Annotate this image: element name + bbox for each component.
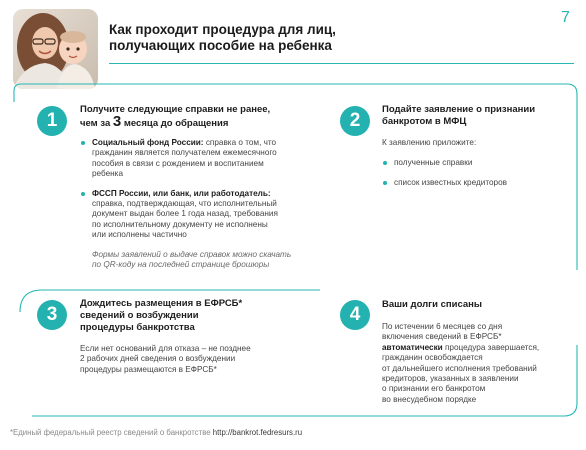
step-2-block — [382, 104, 572, 188]
step-1-item-2-text-2: документ выдан более 1 года назад, требования — [92, 209, 278, 219]
footnote-url[interactable]: http://bankrot.fedresurs.ru — [212, 428, 303, 437]
step-1-item-1-text-1: справка о том, что — [203, 138, 277, 147]
step-1-item-1-text-3: пособия в связи с рождением и воспитанием — [92, 158, 264, 168]
step-1-heading-line-2 — [80, 113, 318, 130]
footnote — [10, 428, 302, 437]
step-1-heading-number: 3 — [112, 113, 122, 130]
step-2-heading — [382, 104, 572, 128]
step-4-text-line-2: включения сведений в ЕФРСБ* — [382, 332, 502, 342]
step-4-text-line-6: кредиторов, указанных в заявлении — [382, 374, 519, 384]
step-1-heading — [80, 104, 318, 130]
step-3-heading-line-3: процедуры банкротства — [80, 322, 195, 333]
step-3-heading-line-1: Дождитесь размещения в ЕФРСБ* — [80, 298, 243, 309]
step-3-text-line-1: Если нет оснований для отказа – не позднее — [80, 344, 251, 353]
step-4-text-line-1: По истечении 6 месяцев со дня — [382, 322, 503, 331]
step-4-block — [382, 299, 572, 405]
step-1-item-1-text-2: гражданин является получателем ежемесячного — [92, 148, 277, 158]
step-4-heading: Ваши долги списаны — [382, 299, 483, 310]
step-1-note-line-1: Формы заявлений о выдаче справок можно скачать — [92, 249, 292, 259]
step-2-heading-line-1: Подайте заявление о признании — [382, 104, 536, 115]
step-1-heading-pre: чем за — [80, 118, 113, 129]
step-4-badge: 4 — [340, 300, 370, 330]
step-2-item-2: список известных кредиторов — [382, 178, 572, 188]
step-4-text-line-7: о признании его банкротом — [382, 384, 486, 394]
step-1-item-1-text-4: ребенка — [92, 169, 124, 179]
step-4-text-line-5: от дальнейшего исполнения требований — [382, 363, 537, 373]
step-2-badge: 2 — [340, 106, 370, 136]
step-3-block — [80, 298, 318, 375]
step-1-item-2-title: ФССП России, или банк, или работодатель: — [92, 188, 271, 198]
step-3-text-line-2: 2 рабочих дней сведения о возбуждении — [80, 354, 236, 364]
title-line-1: Как проходит процедура для лиц, — [109, 22, 336, 37]
step-1-item-2-text-3: по исполнительному документу не исполнены — [92, 219, 268, 229]
step-2-item-1: полученные справки — [382, 158, 572, 168]
step-1-item-1-title: Социальный фонд России: — [92, 138, 204, 147]
step-1-note — [80, 250, 318, 271]
step-4-text-bold: автоматически — [382, 342, 443, 352]
step-1-heading-post: месяца до обращения — [121, 118, 229, 129]
step-1-block — [80, 104, 318, 270]
page-number: 7 — [561, 9, 570, 26]
step-2-heading-line-2: банкротом в МФЦ — [382, 116, 467, 127]
step-1-item-2-text-1: справка, подтверждающая, что исполнительный — [92, 199, 277, 209]
step-1-item-2-text-4: или исполнены частично — [92, 230, 187, 240]
footnote-text: *Единый федеральный реестр сведений о банкротстве — [10, 428, 213, 437]
step-4-text-line-8: во внесудебном порядке — [382, 394, 477, 404]
step-1-note-line-2: по QR-коду на последней странице брошюры — [92, 260, 270, 270]
step-2-intro: К заявлению приложите: — [382, 138, 477, 147]
step-3-badge: 3 — [37, 300, 67, 330]
title-line-2: получающих пособие на ребенка — [109, 38, 332, 53]
step-3-heading — [80, 298, 318, 334]
step-1-item-2 — [80, 189, 318, 241]
step-1-badge: 1 — [37, 106, 67, 136]
step-4-text-line-3 — [382, 343, 572, 353]
step-4-text — [382, 322, 572, 405]
step-3-text-line-3: процедуры размещаются в ЕФРСБ* — [80, 364, 217, 374]
step-4-text-line-3-rest: процедура завершается, — [442, 342, 540, 352]
step-4-text-line-4: гражданин освобождается — [382, 353, 483, 363]
step-1-item-1 — [80, 138, 318, 180]
step-3-heading-line-2: сведений о возбуждении — [80, 310, 199, 321]
step-3-text — [80, 344, 318, 375]
step-1-heading-line-1: Получите следующие справки не ранее, — [80, 104, 271, 115]
